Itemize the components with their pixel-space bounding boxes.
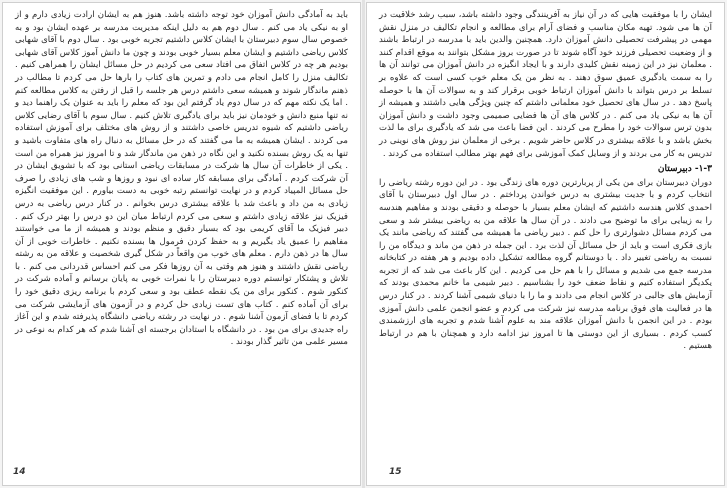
left-page-text (15, 9, 348, 349)
right-page (366, 2, 725, 486)
right-page-number: 15 (389, 467, 402, 477)
right-paragraph-2: دوران دبیرستان برای من یکی از پربارترین دوره های زندگی بود . در این دوره رشته ریاضی را انتخاب کردم و با جدیت بیشتری به درس خواندن پرداختم . در سال اول دبیرستان با آقای احمدی کلاس هندسه داشتیم که ایشان معلم بسیار با حوصله و دقیقی بودند و مفاهیم هندسه را به زیبایی برای ما توضیح می دادند . در آن سال ها علاقه من به ریاضی بیشتر شد و سعی می کردم مسائل دشوارتری را حل کنم . دبیر ریاضی ما همیشه می گفتند که ریاضی مانند یک بازی فکری است و باید از حل مسائل آن لذت برد . این جمله در ذهن من ماند و دیدگاه من را نسبت به ریاضی تغییر داد . با دوستانم گروه مطالعه تشکیل داده بودیم و هر هفته در کتابخانه مدرسه جمع می شدیم و مسائل را با هم حل می کردیم . این کار باعث می شد که از تجربه یکدیگر استفاده کنیم و نقاط ضعف خود را بشناسیم . دبیر شیمی ما خانم محمدی بودند که آزمایش های جالبی در کلاس انجام می دادند و ما را با دنیای شیمی آشنا کردند . در کنار درس ها در فعالیت های فوق برنامه مدرسه نیز شرکت می کردم و عضو انجمن علمی دانش آموزی بودم . در این انجمن با دانش آموزان علاقه مند به علوم آشنا شدم و تجربه های ارزشمندی کسب کردم . بسیاری از این دوستی ها تا امروز نیز ادامه دارد و همچنان با هم در ارتباط هستیم . (379, 177, 712, 352)
left-paragraph-1: باید به آمادگی دانش آموزان خود توجه داشته باشد. هنوز هم به ایشان ارادت زیادی دارم و از او به نیکی یاد می کنم . سال دوم هم به دلیل اینکه مدیریت مدرسه بر عهده ایشان بود و به خصوص سال سوم دبیرستان با ایشان کلاس داشتیم تجربه خوبی بود . سال دوم با آقای شهابی کلاس ریاضی داشتیم و ایشان معلم بسیار خوبی بودند و چون ما دانش آموز کلاس آقای شهابی بودیم هر چه در کلاس اتفاق می افتاد سعی می کردیم در حل مسائل ایشان را همراهی کنیم . تکالیف منزل را کامل انجام می دادم و تمرین های کتاب را بارها حل می کردم تا مطالب در ذهنم ماندگار شوند و همیشه سعی داشتم درس هر جلسه را قبل از رفتن به کلاس مطالعه کنم . اما یک نکته مهم که در سال دوم یاد گرفتم این بود که معلم را باید به عنوان یک راهنما دید و نه تنها منبع دانش و خودمان نیز باید برای یادگیری تلاش کنیم . سال سوم با آقای رضایی کلاس ریاضی داشتیم که شیوه تدریس خاصی داشتند و از روش های مختلف برای آموزش استفاده می کردند . ایشان همیشه به ما می گفتند که در حل مسائل به دنبال راه های متفاوت باشید و تنها به یک روش بسنده نکنید و این نگاه در ذهن من ماندگار شد و تا امروز نیز همراه من است . یکی از خاطرات آن سال ها شرکت در مسابقات ریاضی استانی بود که با تشویق ایشان در آن شرکت کردم . آمادگی برای مسابقه کار ساده ای نبود و روزها و شب های زیادی را صرف حل مسائل المپیاد کردم و در نهایت توانستم رتبه خوبی به دست بیاورم . این موفقیت انگیزه زیادی به من داد و باعث شد با علاقه بیشتری درس بخوانم . در کنار درس ریاضی به درس فیزیک نیز علاقه زیادی داشتم و سعی می کردم ارتباط میان این دو درس را بهتر درک کنم . دبیر فیزیک ما آقای کریمی بود که بسیار دقیق و منظم بودند و همیشه از ما می خواستند مفاهیم را عمیق یاد بگیریم و به حفظ کردن فرمول ها بسنده نکنیم . خاطرات خوبی از آن سال ها در ذهن دارم . معلم های خوب من واقعاً در شکل گیری شخصیت و علاقه من به رشته ریاضی نقش داشتند و هنوز هم وقتی به آن روزها فکر می کنم احساس قدردانی می کنم . با تلاش و پشتکار توانستم دوره دبیرستان را با نمرات خوبی به پایان برسانم و آماده شرکت در کنکور شوم . کنکور برای من یک نقطه عطف بود و سعی کردم با برنامه ریزی دقیق خود را برای آن آماده کنم . کتاب های تست زیادی حل کردم و در آزمون های آزمایشی شرکت می کردم تا با فضای آزمون آشنا شوم . در نهایت در رشته ریاضی دانشگاه پذیرفته شدم و این آغاز راه جدیدی برای من بود . در دانشگاه با استادان برجسته ای آشنا شدم که هر کدام به نوعی در مسیر علمی من تاثیر گذار بودند . (15, 10, 348, 348)
right-paragraph-1: ایشان را با موفقیت هایی که در آن نیاز به آفرینندگی وجود داشته باشد، سبب رشد خلاقیت در آن ها می شود. تهیه مکان مناسب و فضای آرام برای مطالعه و انجام تکالیف در منزل نقش مهمی در پیشرفت تحصیلی دانش آموزان دارد. همچنین والدین باید با مدرسه در ارتباط باشند و از وضعیت تحصیلی فرزند خود آگاه شوند تا در صورت بروز مشکل بتوانند به موقع اقدام کنند . معلمان نیز در این زمینه نقش کلیدی دارند و با ایجاد انگیزه در دانش آموزان می توانند آن ها را به سمت یادگیری عمیق سوق دهند . به نظر من یک معلم خوب کسی است که علاوه بر تسلط بر درس بتواند با دانش آموزان ارتباط خوبی برقرار کند و به سوالات آن ها با حوصله پاسخ دهد . در سال های تحصیل خود معلمانی داشتم که چنین ویژگی هایی داشتند و همیشه از آن ها به نیکی یاد می کنم . در کلاس های آن ها فضایی صمیمی وجود داشت و دانش آموزان بدون ترس سوالات خود را مطرح می کردند . این فضا باعث می شد که یادگیری برای ما لذت بخش باشد و با علاقه بیشتری در کلاس حاضر شویم . برخی از معلمان نیز روش های نوینی در تدریس به کار می بردند و از وسایل کمک آموزشی برای فهم بهتر مطالب استفاده می کردند . (379, 10, 712, 159)
section-heading: ۱-۳- دبیرستان (657, 164, 712, 175)
book-gutter (362, 0, 365, 488)
right-page-text (379, 9, 712, 353)
left-page (2, 2, 361, 486)
left-page-number: 14 (13, 467, 26, 477)
